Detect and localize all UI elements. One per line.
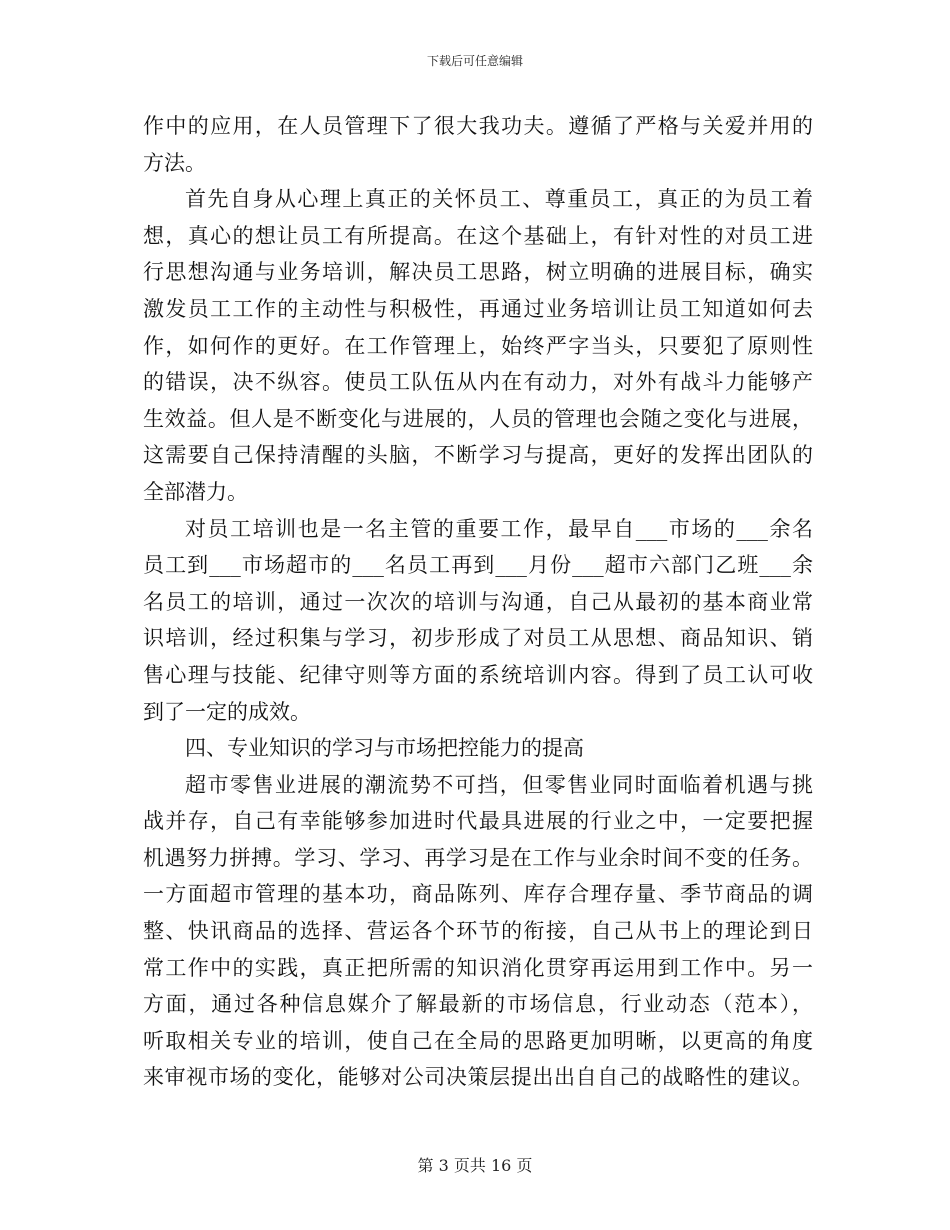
body-line: 方法。 bbox=[143, 150, 206, 175]
paragraph-first-line: 超市零售业进展的潮流势不可挡，但零售业同时面临着机遇与挑 bbox=[185, 772, 813, 797]
body-line: 整、快讯商品的选择、营运各个环节的衔接，自己从书上的理论到日 bbox=[143, 919, 813, 944]
body-line: 全部潜力。 bbox=[143, 479, 248, 504]
body-line: 想，真心的想让员工有所提高。在这个基础上，有针对性的对员工进 bbox=[143, 223, 813, 248]
body-line: 行思想沟通与业务培训，解决员工思路，树立明确的进展目标，确实 bbox=[143, 260, 813, 285]
body-line: 这需要自己保持清醒的头脑，不断学习与提高，更好的发挥出团队的 bbox=[143, 443, 813, 468]
body-line: 售心理与技能、纪律守则等方面的系统培训内容。得到了员工认可收 bbox=[143, 662, 813, 687]
body-line: 作，如何作的更好。在工作管理上，始终严字当头，只要犯了原则性 bbox=[143, 333, 813, 358]
body-line: 识培训，经过积集与学习，初步形成了对员工从思想、商品知识、销 bbox=[143, 626, 813, 651]
body-line: 名员工的培训，通过一次次的培训与沟通，自己从最初的基本商业常 bbox=[143, 589, 813, 614]
body-line: 来审视市场的变化，能够对公司决策层提出出自自己的战略性的建议。 bbox=[143, 1065, 813, 1090]
page-number-footer: 第 3 页共 16 页 bbox=[417, 1156, 533, 1175]
body-line: 战并存，自己有幸能够参加进时代最具进展的行业之中，一定要把握 bbox=[143, 809, 813, 834]
body-line: 员工到___市场超市的___名员工再到___月份___超市六部门乙班___余 bbox=[143, 553, 813, 578]
body-line: 听取相关专业的培训，使自己在全局的思路更加明晰，以更高的角度 bbox=[143, 1028, 813, 1053]
body-line: 到了一定的成效。 bbox=[143, 699, 311, 724]
body-line: 激发员工工作的主动性与积极性，再通过业务培训让员工知道如何去 bbox=[143, 296, 813, 321]
paragraph-first-line: 首先自身从心理上真正的关怀员工、尊重员工，真正的为员工着 bbox=[185, 187, 813, 212]
body-line: 的错误，决不纵容。使员工队伍从内在有动力，对外有战斗力能够产 bbox=[143, 370, 813, 395]
paragraph-first-line: 对员工培训也是一名主管的重要工作，最早自___市场的___余名 bbox=[185, 516, 813, 541]
section-heading: 四、专业知识的学习与市场把控能力的提高 bbox=[185, 736, 584, 761]
document-body bbox=[143, 108, 813, 1096]
body-line: 一方面超市管理的基本功，商品陈列、库存合理存量、季节商品的调 bbox=[143, 882, 813, 907]
body-line: 方面，通过各种信息媒介了解最新的市场信息，行业动态（范本）， bbox=[143, 992, 813, 1017]
body-line: 常工作中的实践，真正把所需的知识消化贯穿再运用到工作中。另一 bbox=[143, 955, 813, 980]
body-line: 机遇努力拼搏。学习、学习、再学习是在工作与业余时间不变的任务。 bbox=[143, 845, 813, 870]
body-line: 生效益。但人是不断变化与进展的，人员的管理也会随之变化与进展， bbox=[143, 406, 813, 431]
page-header: 下载后可任意编辑 bbox=[426, 54, 523, 68]
body-line: 作中的应用，在人员管理下了很大我功夫。遵循了严格与关爱并用的 bbox=[143, 114, 813, 138]
